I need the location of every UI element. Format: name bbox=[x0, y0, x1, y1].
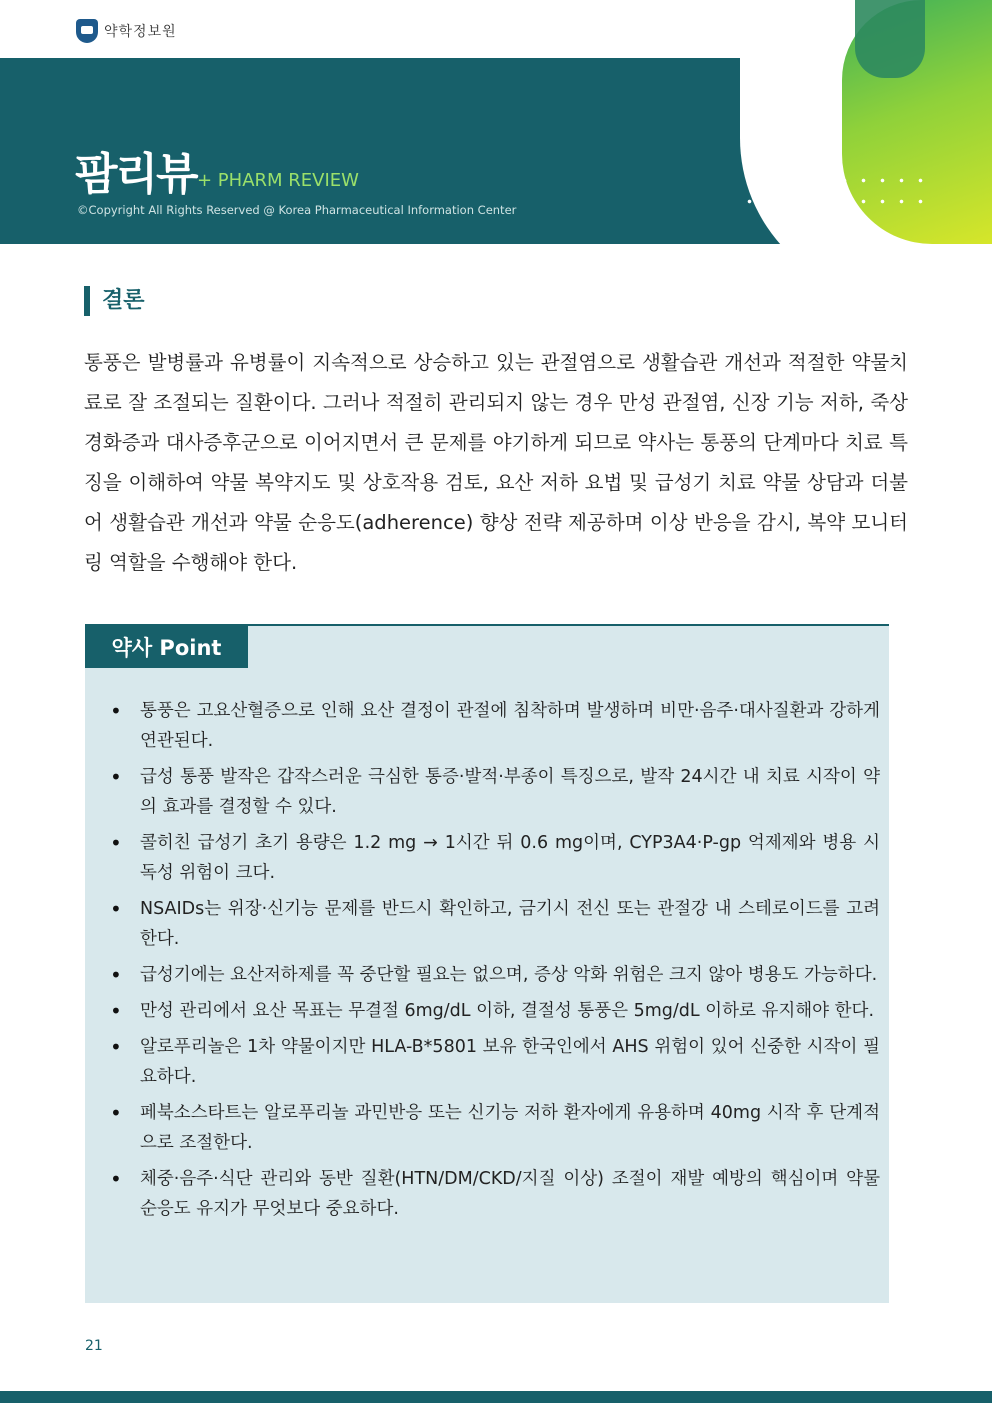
section-heading: 결론 bbox=[84, 286, 145, 316]
list-item: • 페북소스타트는 알로푸리놀 과민반응 또는 신기능 저하 환자에게 유용하며 40mg 시작 후 단계적으로 조절한다. bbox=[107, 1098, 880, 1158]
decorative-dark-shape bbox=[855, 0, 925, 78]
list-item: • 통풍은 고요산혈증으로 인해 요산 결정이 관절에 침착하며 발생하며 비만·음주·대사질환과 강하게 연관된다. bbox=[107, 696, 880, 756]
decorative-dot-grid bbox=[740, 170, 930, 220]
copyright-notice: ©Copyright All Rights Reserved @ Korea Pharmaceutical Information Center bbox=[77, 203, 517, 217]
list-item: • 만성 관리에서 요산 목표는 무결절 6mg/dL 이하, 결절성 통풍은 5mg/dL 이하로 유지해야 한다. bbox=[107, 996, 880, 1026]
list-item: • 급성기에는 요산저하제를 꼭 중단할 필요는 없으며, 증상 악화 위험은 크지 않아 병용도 가능하다. bbox=[107, 960, 880, 990]
publication-title: 팜리뷰 bbox=[75, 149, 197, 200]
list-item: • 체중·음주·식단 관리와 동반 질환(HTN/DM/CKD/지질 이상) 조절이 재발 예방의 핵심이며 약물 순응도 유지가 무엇보다 중요하다. bbox=[107, 1164, 880, 1224]
pharmacist-point-box bbox=[85, 624, 889, 1303]
footer-bar bbox=[0, 1391, 992, 1403]
publication-subtitle: + PHARM REVIEW bbox=[197, 170, 359, 191]
shield-logo-icon bbox=[76, 19, 98, 43]
org-name: 약학정보원 bbox=[104, 24, 177, 40]
point-box-title: 약사 Point bbox=[85, 626, 248, 668]
org-logo bbox=[76, 19, 177, 43]
conclusion-paragraph: 통풍은 발병률과 유병률이 지속적으로 상승하고 있는 관절염으로 생활습관 개선과 적절한 약물치료로 잘 조절되는 질환이다. 그러나 적절히 관리되지 않는 경우 만성 관절염, 신장 기능 저하, 죽상 경화증과 대사증후군으로 이어지면서 큰 문제를 야기하게 되므로 약사는 통풍의 단계마다 치료 특징을 이해하여 약물 복약지도 및 상호작용 검토, 요산 저하 요법 및 급성기 치료 약물 상담과 더불어 생활습관 개선과 약물 순응도(adherence) 향상 전략 제공하며 이상 반응을 감시, 복약 모니터링 역할을 수행해야 한다. bbox=[84, 351, 908, 574]
list-item: • 알로푸리놀은 1차 약물이지만 HLA-B*5801 보유 한국인에서 AHS 위험이 있어 신중한 시작이 필요하다. bbox=[107, 1032, 880, 1092]
point-list bbox=[107, 696, 880, 1230]
list-item: • 급성 통풍 발작은 갑작스러운 극심한 통증·발적·부종이 특징으로, 발작 24시간 내 치료 시작이 약의 효과를 결정할 수 있다. bbox=[107, 762, 880, 822]
list-item: • NSAIDs는 위장·신기능 문제를 반드시 확인하고, 금기시 전신 또는 관절강 내 스테로이드를 고려한다. bbox=[107, 894, 880, 954]
page-number: 21 bbox=[85, 1338, 103, 1354]
list-item: • 콜히친 급성기 초기 용량은 1.2 mg → 1시간 뒤 0.6 mg이며, CYP3A4·P-gp 억제제와 병용 시 독성 위험이 크다. bbox=[107, 828, 880, 888]
